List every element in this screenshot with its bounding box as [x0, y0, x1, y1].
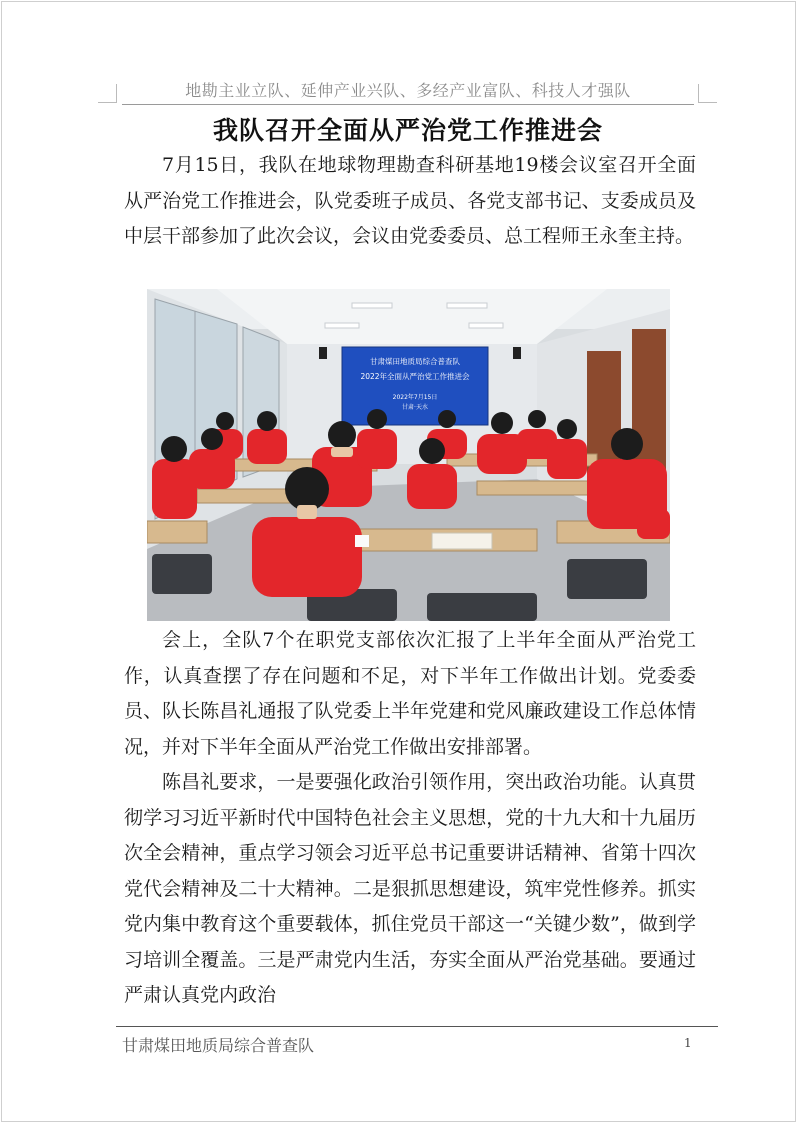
- footer-organization: 甘肃煤田地质局综合普查队: [122, 1036, 315, 1055]
- screen-line-4: 甘肃·天水: [402, 404, 428, 411]
- screen-line-3: 2022年7月15日: [392, 394, 438, 401]
- paragraph-requirements: 陈昌礼要求，一是要强化政治引领作用，突出政治功能。认真贯彻学习习近平新时代中国特色社会主义思想，党的十九大和十九届历次全会精神，重点学习领会习近平总书记重要讲话精神、省第十四次党代会精神及二十大精神。二是狠抓思想建设，筑牢党性修养。抓实党内集中教育这个重要载体，抓住党员干部这一“关键少数”，做到学习培训全覆盖。三是严肃党内生活，夯实全面从严治党基础。要通过严肃认真党内政治: [124, 771, 696, 1005]
- header-slogan: 地勘主业立队、延伸产业兴队、多经产业富队、科技人才强队: [185, 81, 631, 100]
- meeting-photo: [147, 289, 670, 621]
- notebook: [432, 533, 492, 549]
- crop-mark-top-right: [698, 84, 717, 103]
- crop-mark-top-left: [98, 84, 117, 103]
- screen-line-2: 2022年全面从严治党工作推进会: [360, 372, 470, 381]
- screen-line-1: 甘肃煤田地质局综合普查队: [370, 357, 460, 366]
- page-number: 1: [684, 1036, 692, 1050]
- article-title: 我队召开全面从严治党工作推进会: [212, 116, 603, 145]
- paragraph-reports: 会上，全队7个在职党支部依次汇报了上半年全面从严治党工作，认真查摆了存在问题和不足，对下半年工作做出计划。党委委员、队长陈昌礼通报了队党委上半年党建和党风廉政建设工作总体情况，并对下半年全面从严治党工作做出安排部署。: [124, 629, 696, 758]
- paragraph-intro: 7月15日，我队在地球物理勘查科研基地19楼会议室召开全面从严治党工作推进会，队党委班子成员、各党支部书记、支委成员及中层干部参加了此次会议，会议由党委委员、总工程师王永奎主持。: [124, 154, 696, 247]
- meeting-photo-illustration: [147, 289, 670, 621]
- header-rule: [122, 104, 694, 105]
- footer-rule: [116, 1026, 718, 1027]
